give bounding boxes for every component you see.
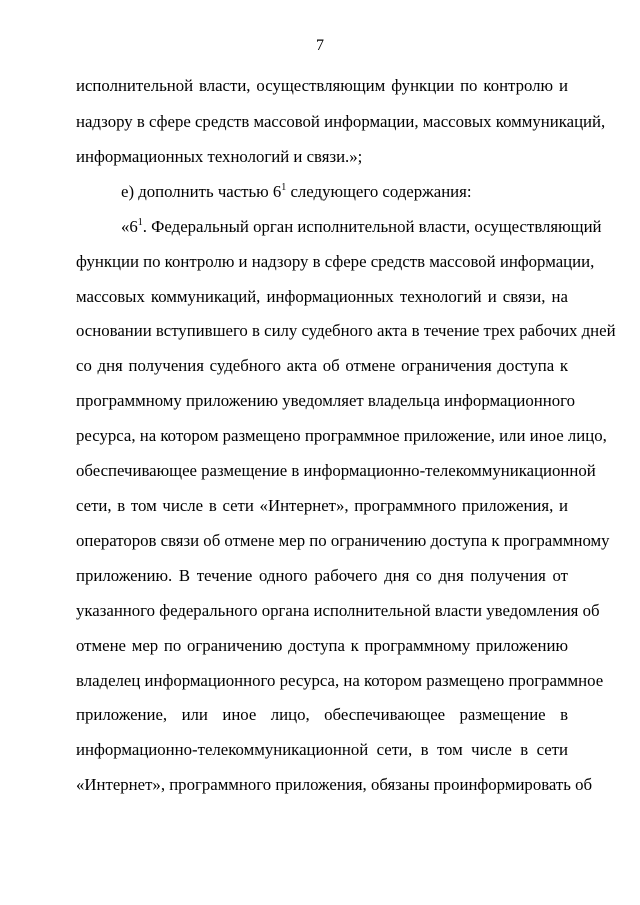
text-line: массовых коммуникаций, информационных технологий и связи, на — [76, 287, 568, 306]
text-line: со дня получения судебного акта об отмене ограничения доступа к — [76, 356, 568, 375]
text-line: указанного федерального органа исполнительной власти уведомления об — [76, 601, 600, 620]
paragraph-e-heading — [121, 181, 568, 203]
text-line: приложению. В течение одного рабочего дня со дня получения от — [76, 566, 568, 585]
text-line: исполнительной власти, осуществляющим функции по контролю и — [76, 76, 568, 95]
text-line: основании вступившего в силу судебного акта в течение трех рабочих дней — [76, 321, 616, 340]
text-line: отмене мер по ограничению доступа к программному приложению — [76, 636, 568, 655]
text-line: программному приложению уведомляет владельца информационного — [76, 391, 575, 410]
superscript: 1 — [281, 182, 287, 193]
text-span: е) дополнить частью 6 — [121, 182, 282, 201]
text-line: приложение, или иное лицо, обеспечивающее размещение в — [76, 705, 568, 724]
text-line: операторов связи об отмене мер по ограничению доступа к программному — [76, 531, 610, 550]
paragraph-6-1-start — [121, 216, 602, 238]
text-line: надзору в сфере средств массовой информации, массовых коммуникаций, — [76, 112, 606, 131]
text-line: информационно-телекоммуникационной сети, в том числе в сети — [76, 740, 568, 759]
text-line: информационных технологий и связи.»; — [76, 147, 363, 166]
page-number: 7 — [316, 37, 324, 54]
text-span: следующего содержания: — [286, 182, 472, 201]
text-line: «Интернет», программного приложения, обязаны проинформировать об — [76, 775, 593, 794]
text-span: . Федеральный орган исполнительной власти, осуществляющий — [142, 217, 602, 236]
text-line: владелец информационного ресурса, на котором размещено программное — [76, 671, 604, 690]
text-line: сети, в том числе в сети «Интернет», программного приложения, и — [76, 496, 568, 515]
text-span: «6 — [121, 217, 138, 236]
text-line: ресурса, на котором размещено программное приложение, или иное лицо, — [76, 426, 607, 445]
text-line: обеспечивающее размещение в информационно-телекоммуникационной — [76, 461, 596, 480]
superscript: 1 — [137, 217, 143, 228]
text-line: функции по контролю и надзору в сфере средств массовой информации, — [76, 252, 595, 271]
